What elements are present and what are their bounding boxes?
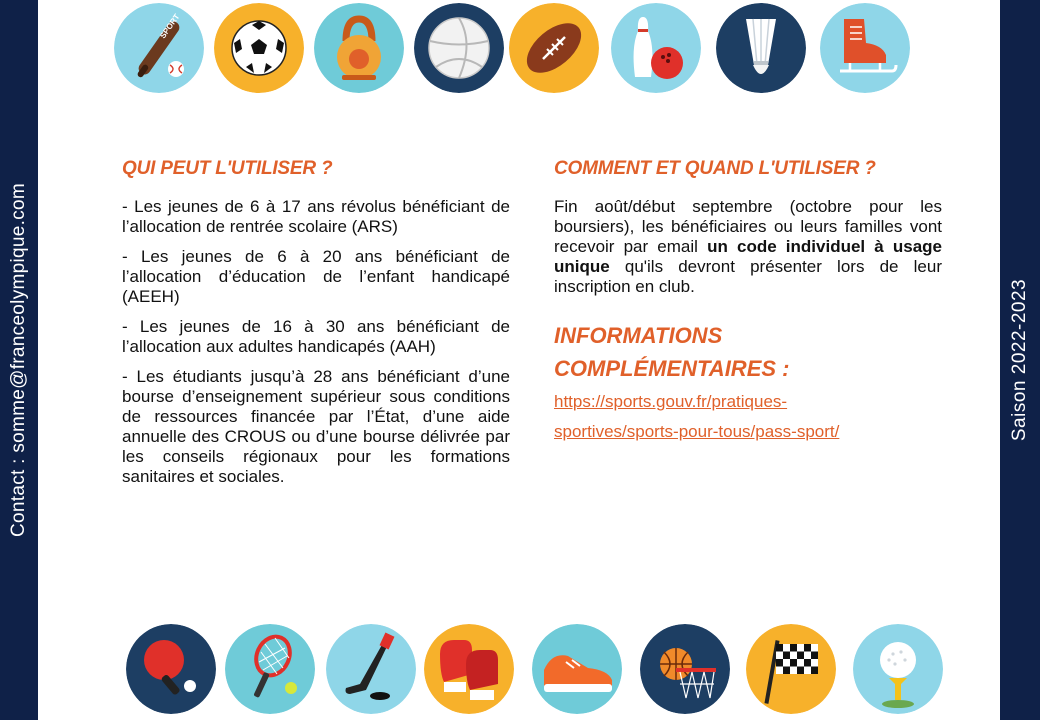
bottom-icon-row — [38, 620, 1000, 720]
eligibility-item-aah: - Les jeunes de 16 à 30 ans bénéficiant de l’allocation aux adultes handicapés (AAH) — [122, 317, 510, 356]
svg-text:SPORT: SPORT — [158, 12, 182, 41]
volleyball-icon — [414, 3, 504, 93]
right-sidebar — [1000, 0, 1040, 720]
eligibility-item-ars: - Les jeunes de 6 à 17 ans révolus bénéficiant de l’allocation de rentrée scolaire (ARS) — [122, 197, 510, 236]
unique-code-text: un code individuel à usage unique — [554, 237, 943, 276]
ping-pong-icon — [126, 624, 216, 714]
how-when-paragraph — [554, 197, 942, 297]
american-football-icon — [509, 3, 599, 93]
how-when-section — [554, 158, 942, 447]
eligibility-item-aeeh: - Les jeunes de 6 à 20 ans bénéficiant de l’allocation d’éducation de l’enfant handicapé (AEEH) — [122, 247, 510, 306]
shuttlecock-icon — [716, 3, 806, 93]
golf-ball-icon — [853, 624, 943, 714]
how-when-text-end: qu'ils devront présenter lors de leur inscription en club. — [554, 257, 942, 296]
sneaker-icon — [532, 624, 622, 714]
who-can-use-heading: QUI PEUT L'UTILISER ? — [122, 158, 333, 179]
link-line-1[interactable]: https://sports.gouv.fr/pratiques- — [554, 392, 788, 411]
ice-skate-icon — [820, 3, 910, 93]
baseball-bat-icon — [114, 3, 204, 93]
basketball-hoop-icon — [640, 624, 730, 714]
boxing-gloves-icon — [424, 624, 514, 714]
top-icon-row — [38, 0, 1000, 100]
left-sidebar — [0, 0, 38, 720]
season-text: Saison 2022-2023 — [1009, 278, 1030, 442]
eligibility-item-students: - Les étudiants jusqu’à 28 ans bénéficiant d’une bourse d’enseignement supérieur sous conditions de ressources financée par l’État, d’une aide annuelle des CROUS ou d’une bourse délivrée par les conseils régionaux pour les formations sanitaires et sociales. — [122, 367, 510, 486]
info-heading-line-1: INFORMATIONS — [554, 323, 723, 348]
pass-sport-link[interactable] — [554, 387, 942, 447]
how-when-heading: COMMENT ET QUAND L'UTILISER ? — [554, 158, 876, 179]
kettlebell-icon — [314, 3, 404, 93]
info-heading-line-2: COMPLÉMENTAIRES : — [554, 356, 790, 381]
how-when-text-start: Fin août/début septembre (octobre pour les boursiers), les bénéficiaires ou leurs familles vont recevoir par email — [554, 197, 942, 256]
link-line-2[interactable]: sportives/sports-pour-tous/pass-sport/ — [554, 422, 840, 441]
hockey-stick-icon — [326, 624, 416, 714]
who-can-use-section — [122, 158, 510, 487]
checkered-flag-icon — [746, 624, 836, 714]
contact-text: Contact : somme@franceolympique.com — [8, 183, 29, 537]
info-heading — [554, 319, 942, 385]
soccer-ball-icon — [214, 3, 304, 93]
tennis-racket-icon — [225, 624, 315, 714]
bowling-icon — [611, 3, 701, 93]
